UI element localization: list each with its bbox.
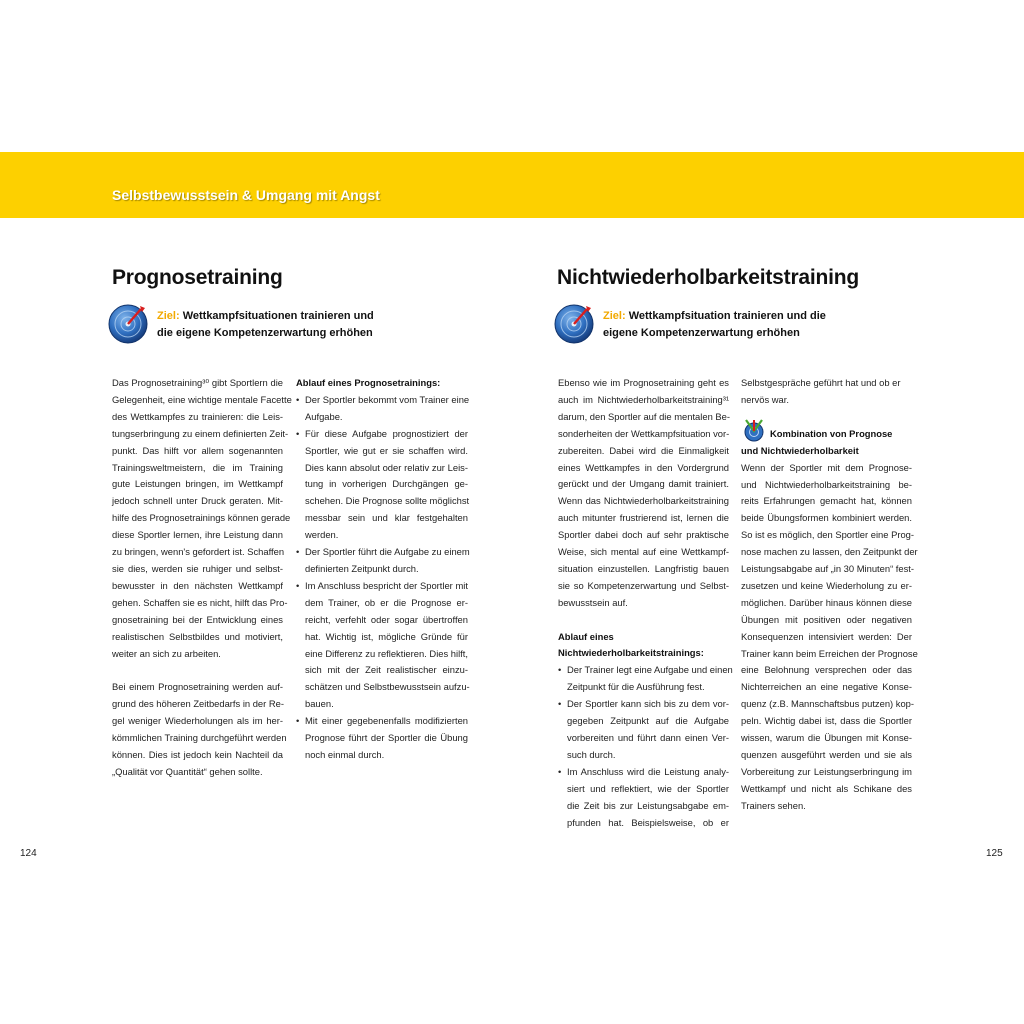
text-line: bewusstsein auf.	[558, 596, 628, 608]
text-line: realistischen Selbstbildes und motiviert,	[112, 630, 283, 642]
list-item	[558, 662, 733, 696]
text-line: gerückt und der Umgang damit trainiert.	[558, 478, 729, 490]
section-title: Selbstbewusstsein & Umgang mit Angst	[112, 187, 380, 203]
text-line: „Qualität vor Quantität“ gehen sollte.	[112, 765, 263, 777]
text-line: Nichterreichen an eine negative Konse-	[741, 681, 912, 693]
target-icon	[553, 302, 595, 344]
text-line: messbar sein und klar festgehalten	[305, 512, 468, 524]
text-line: quenzen ausgeführt werden und sie als	[741, 749, 912, 761]
text-line: bewusster in den nächsten Wettkampf	[112, 579, 283, 591]
text-line: Weise, sich mental auf eine Wettkampf-	[558, 546, 729, 558]
target-icon	[107, 302, 149, 344]
page-number-right: 125	[986, 848, 1003, 859]
text-line: sonderheiten der Wettkampfsituation vor-	[558, 427, 730, 439]
text-line: können. Dies ist jedoch kein Nachteil da	[112, 748, 283, 760]
text-line: eine Differenz zu reflektieren. Dies hilft,	[305, 647, 468, 659]
text-line: Trainer kann beim Erreichen der Prognose	[741, 647, 918, 659]
list-item	[296, 544, 468, 578]
goal-prefix: Ziel:	[603, 310, 626, 322]
text-line: Bei einem Prognosetraining werden auf-	[112, 681, 283, 693]
subheading-row	[741, 426, 912, 443]
text-line: schehen. Die Prognose sollte möglichst	[305, 495, 470, 507]
paragraph	[558, 375, 729, 612]
text-line: Sportler dabei doch auf sehr praktische	[558, 529, 729, 541]
text-line: • Im Anschluss bespricht der Sportler mit	[305, 579, 468, 591]
text-line: Trainingsweltmeistern, die im Training	[112, 461, 283, 473]
text-line: Dies kann absolut oder relativ zur Leis-	[305, 461, 468, 473]
text-line: • Der Sportler bekommt vom Trainer eine	[305, 393, 470, 405]
list-item	[558, 696, 729, 764]
header-band	[0, 152, 1024, 218]
list-item	[296, 392, 468, 426]
list-heading: Nichtwiederholbarkeitstrainings:	[558, 647, 704, 659]
right-column-2	[741, 375, 918, 815]
list-heading: Ablauf eines	[558, 630, 614, 642]
text-line: Wenn der Sportler mit dem Prognose-	[741, 461, 912, 473]
text-line: • Der Sportler kann sich bis zu dem vor-	[567, 698, 729, 710]
left-goal	[107, 302, 407, 348]
text-line: gehen. Schaffen sie es nicht, hilft das Pro-	[112, 596, 288, 608]
text-line: siert und reflektiert, wie der Sportler	[567, 782, 729, 794]
text-line: eines Wettkampfes in den Vordergrund	[558, 461, 729, 473]
text-line: punkt. Das hilft vor allem sogenannten	[112, 444, 283, 456]
text-line: definierten Zeitpunkt durch.	[305, 562, 419, 574]
text-line: tungserbringung zu einem definierten Zeit-	[112, 427, 289, 439]
text-line: zubereiten. Dabei wird die Einmaligkeit	[558, 444, 729, 456]
text-line: peln. Wichtig dabei ist, dass die Sportler	[741, 715, 912, 727]
text-line: Wenn das Nichtwiederholbarkeitstraining	[558, 495, 729, 507]
paragraph	[112, 679, 287, 780]
text-line: nervös war.	[741, 393, 789, 405]
text-line: zu bringen, wenn's gefordert ist. Schaffen	[112, 546, 285, 558]
text-line: hilfe des Prognosetrainings können gerade	[112, 512, 291, 524]
goal-text-line: eigene Kompetenzerwartung erhöhen	[603, 327, 800, 339]
text-line: gegeben Zeitpunkt auf die Aufgabe	[567, 715, 729, 727]
text-line: werden.	[305, 529, 339, 541]
text-line: die Zeit bis zur Leistungsabgabe em-	[567, 799, 729, 811]
text-line: Gelegenheit, eine wichtige mentale Facette	[112, 393, 292, 405]
text-line: sich mit der Zeit realistischer einzu-	[305, 664, 468, 676]
text-line: gnosetraining bei der Entwicklung eines	[112, 613, 283, 625]
text-line: such durch.	[567, 748, 616, 760]
paragraph	[741, 460, 918, 815]
text-line: grund des höheren Zeitbedarfs in der Re-	[112, 698, 284, 710]
text-line: Prognose führt der Sportler die Übung	[305, 732, 468, 744]
text-line: Sportler, wie gut er sie schaffen wird.	[305, 444, 468, 456]
text-line: tung in vorherigen Durchgängen ge-	[305, 478, 468, 490]
text-line: reits Erfahrungen gemacht hat, können	[741, 495, 912, 507]
target-arrows-icon	[742, 418, 766, 442]
left-page-title: Prognosetraining	[112, 266, 283, 289]
text-line: eine Belohnung versprechen oder das	[741, 664, 912, 676]
text-line: und Nichtwiederholbarkeitstraining be-	[741, 478, 912, 490]
text-line: reicht, verfehlt oder sogar übertroffen	[305, 613, 468, 625]
subheading: und Nichtwiederholbarkeit	[741, 444, 859, 456]
list-item	[296, 578, 468, 713]
text-line: Konsequenzen intensiviert werden: Der	[741, 630, 912, 642]
text-line: diese Sportler lernen, ihre Leistung dann	[112, 529, 283, 541]
text-line: Ebenso wie im Prognosetraining geht es	[558, 377, 729, 388]
text-line: auch im Nichtwiederholbarkeitstraining³¹	[558, 393, 729, 405]
text-line: dem Trainer, ob er die Prognose er-	[305, 596, 468, 608]
list-item	[296, 713, 468, 764]
goal-prefix: Ziel:	[157, 310, 180, 322]
text-line: auch mitunter frustrierend ist, lernen die	[558, 512, 729, 524]
text-line: pfunden hat. Beispielsweise, ob er	[567, 816, 729, 828]
text-line: vorbereiten und führt dann einen Ver-	[567, 732, 729, 744]
text-line: • Für diese Aufgabe prognostiziert der	[305, 427, 468, 439]
left-column-2	[296, 375, 468, 764]
text-line: Vorbereitung zur Leistungserbringung im	[741, 765, 912, 777]
right-column-1	[558, 375, 733, 831]
text-line: Leistungsabgabe auf „in 30 Minuten“ fest-	[741, 563, 915, 575]
text-line: Selbstgespräche geführt hat und ob er	[741, 377, 901, 388]
text-line: gel weniger Wiederholungen als im her-	[112, 715, 283, 727]
text-line: • Mit einer gegebenenfalls modifizierten	[305, 715, 468, 727]
text-line: hat. Wichtig ist, mögliche Gründe für	[305, 630, 468, 642]
text-line: Trainers sehen.	[741, 799, 806, 811]
text-line: So ist es möglich, den Sportler eine Prog-	[741, 529, 915, 541]
text-line: gute Leistungen bringen, im Wettkampf	[112, 478, 283, 490]
text-line: wissen, warum die Übungen mit Konse-	[741, 732, 912, 744]
text-line: des Wettkampfes zu trainieren: die Leis-	[112, 410, 283, 422]
text-line: jedoch schnell unter Druck geraten. Mit-	[112, 495, 283, 507]
text-line: zusetzen und keine Wiederholung zu er-	[741, 579, 912, 591]
list-item	[296, 426, 468, 544]
text-line: Wettkampf und nicht als Schikane des	[741, 782, 912, 794]
subheading: Kombination von Prognose	[770, 427, 893, 439]
text-line: quenz (z.B. Mannschaftsbus putzen) kop-	[741, 698, 915, 710]
text-line: sie so Kompetenzerwartung und Selbst-	[558, 579, 729, 591]
right-goal	[553, 302, 853, 348]
text-line: beide Übungsformen kombiniert werden.	[741, 512, 912, 524]
text-line: kömmlichen Training durchgeführt werden	[112, 732, 287, 744]
right-page-title: Nichtwiederholbarkeitstraining	[557, 266, 860, 289]
text-line: möglichen. Darüber hinaus können diese	[741, 596, 912, 608]
text-line: Zeitpunkt für die Ausführung fest.	[567, 681, 705, 693]
text-line: Das Prognosetraining³⁰ gibt Sportlern die	[112, 377, 283, 388]
text-line: sie dies, werden sie ruhiger und selbst-	[112, 562, 283, 574]
text-line: • Im Anschluss wird die Leistung analy-	[567, 765, 729, 777]
text-line: Übungen mit positiven oder negativen	[741, 613, 912, 625]
text-line: noch einmal durch.	[305, 748, 385, 760]
list-item	[558, 764, 729, 832]
text-line: bauen.	[305, 698, 334, 710]
text-line: nose machen zu lassen, den Zeitpunkt der	[741, 546, 918, 558]
text-line: • Der Sportler führt die Aufgabe zu einem	[305, 546, 470, 558]
text-line: schätzen und Selbstbewusstsein aufzu-	[305, 681, 470, 693]
page-number-left: 124	[20, 848, 37, 859]
text-line: situation einzustellen. Langfristig bauen	[558, 562, 729, 574]
text-line: • Der Trainer legt eine Aufgabe und einen	[567, 664, 733, 676]
paragraph	[112, 375, 292, 662]
goal-text-line: die eigene Kompetenzerwartung erhöhen	[157, 327, 373, 339]
list-heading: Ablauf eines Prognosetrainings:	[296, 377, 441, 388]
goal-text-line: Wettkampfsituation trainieren und die	[628, 310, 826, 322]
text-line: darum, den Sportler auf die mentalen Be-	[558, 410, 730, 422]
text-line: weiter an sich zu arbeiten.	[112, 647, 221, 659]
goal-text-line: Wettkampfsituationen trainieren und	[182, 310, 374, 322]
text-line: Aufgabe.	[305, 410, 343, 422]
left-column-1	[112, 375, 292, 781]
